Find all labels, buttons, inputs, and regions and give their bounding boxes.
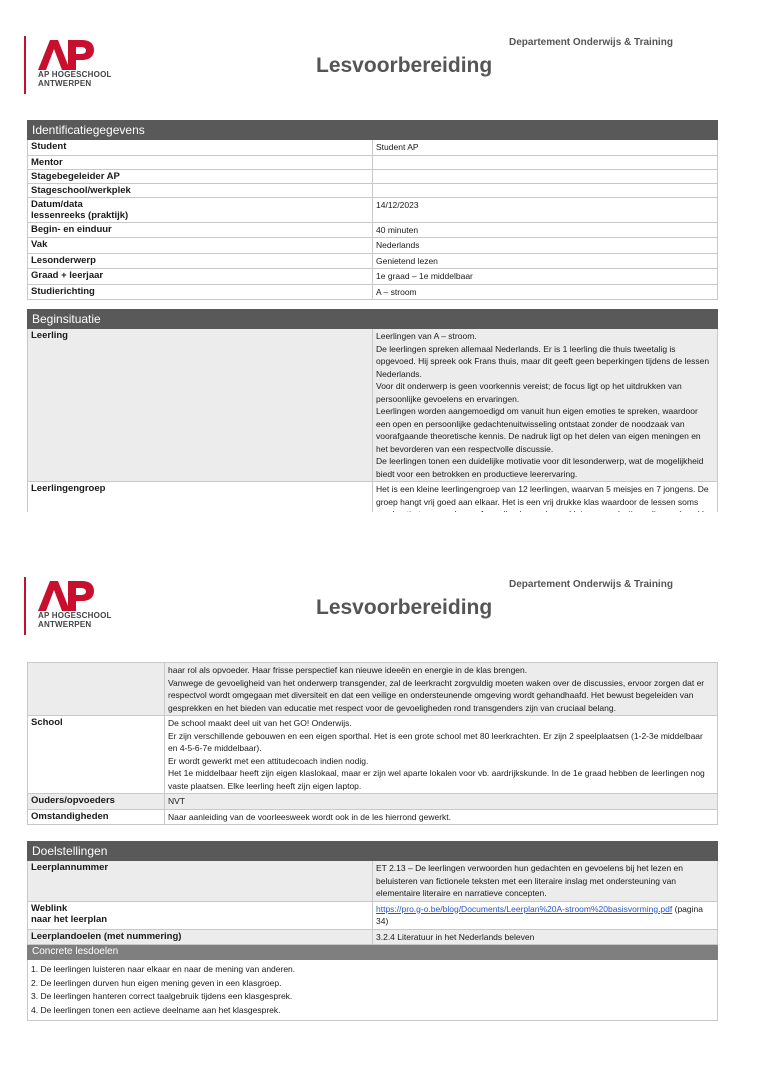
- row-value[interactable]: Nederlands: [373, 238, 718, 254]
- list-item: 3. De leerlingen hanteren correct taalgebruik tijdens een klasgesprek.: [31, 991, 293, 1001]
- leerplandoelen-value[interactable]: 3.2.4 Literatuur in het Nederlands beleven: [373, 929, 718, 945]
- row-value[interactable]: Student AP: [373, 140, 718, 156]
- logo-accent-bar: [24, 577, 26, 635]
- department-name: Departement Onderwijs & Training: [509, 37, 673, 48]
- logo-accent-bar: [24, 36, 26, 94]
- row-label-empty: [28, 663, 165, 716]
- subsection-heading-concrete-lesdoelen: Concrete lesdoelen: [28, 945, 718, 960]
- row-label: Datum/data lessenreeks (praktijk): [28, 197, 373, 222]
- row-label: Student: [28, 140, 373, 156]
- weblink-value: https://pro.g-o.be/blog/Documents/Leerplan%20A-stroom%20basisvorming.pdf (pagina 34): [373, 901, 718, 929]
- row-label: Leerplannummer: [28, 861, 373, 902]
- row-label: Leerplandoelen (met nummering): [28, 929, 373, 945]
- ap-logo-icon: [36, 579, 96, 611]
- row-label: Studierichting: [28, 284, 373, 300]
- section-heading-beginsituatie: Beginsituatie: [28, 310, 718, 329]
- page-title: Lesvoorbereiding: [316, 596, 493, 619]
- row-label: Weblink naar het leerplan: [28, 901, 373, 929]
- row-label: Leerling: [28, 329, 373, 482]
- page-2: [0, 560, 768, 1072]
- section-heading-doelstellingen: Doelstellingen: [28, 842, 718, 861]
- row-value[interactable]: [373, 169, 718, 183]
- row-label: Omstandigheden: [28, 809, 165, 825]
- leerling-text[interactable]: Leerlingen van A – stroom. De leerlingen spreken allemaal Nederlands. Er is 1 leerling die thuis tweetalig is opgevoed. Hij spreek ook Frans thuis, maar dit geeft geen beperkingen tijdens de lessen Nederlands. Voor dit onderwerp is geen voorkennis vereist; de focus ligt op het uitdrukken van persoonlijke gevoelens en ervaringen. Leerlingen worden aangemoedigd om vanuit hun eigen emoties te spreken, waardoor een open en persoonlijke gedachtenuitwisseling ontstaat zonder de noodzaak van voorafgaande theoretische kennis. De nadruk ligt op het delen van eigen meningen en het bevorderen van een respectvolle discussie. De leerlingen tonen een duidelijke motivatie voor dit lesonderwerp, wat de mogelijkheid biedt voor een betrokken en productieve leerervaring.: [373, 329, 718, 482]
- row-label: Begin- en einduur: [28, 222, 373, 238]
- row-label: Ouders/opvoeders: [28, 794, 165, 810]
- leerplannummer-value[interactable]: ET 2.13 – De leerlingen verwoorden hun gedachten en gevoelens bij het lezen en beluisteren van fictionele teksten met een literaire inslag met ondersteuning van elementaire literaire en narratieve concepten.: [373, 861, 718, 902]
- ap-logo: [24, 577, 124, 637]
- page-title: Lesvoorbereiding: [316, 54, 493, 77]
- row-label: School: [28, 716, 165, 794]
- leerlingengroep-text[interactable]: Het is een kleine leerlingengroep van 12 leerlingen, waarvan 5 meisjes en 7 jongens. De groep hangt vrij goed aan elkaar. Het is een vrij drukke klas waardoor de lessen soms: [373, 482, 718, 535]
- omstandigheden-value[interactable]: Naar aanleiding van de voorleesweek wordt ook in de les hierrond gewerkt.: [165, 809, 718, 825]
- identificatie-table: [27, 120, 718, 300]
- page-gap: [0, 512, 768, 560]
- row-value[interactable]: A – stroom: [373, 284, 718, 300]
- list-item: 1. De leerlingen luisteren naar elkaar en naar de mening van anderen.: [31, 964, 296, 974]
- logo-text: AP HOGESCHOOL ANTWERPEN: [38, 70, 112, 88]
- doelstellingen-table: [27, 841, 718, 1021]
- row-value[interactable]: 14/12/2023: [373, 197, 718, 222]
- department-name: Departement Onderwijs & Training: [509, 579, 673, 590]
- list-item: 4. De leerlingen tonen een actieve deelname aan het klasgesprek.: [31, 1004, 281, 1015]
- school-text[interactable]: De school maakt deel uit van het GO! Onderwijs. Er zijn verschillende gebouwen en een eigen sporthal. Het is een grote school met 80 leerkrachten. Er zijn 2 speelplaatsen (1-2-3e middelbaar en 4-5-6-7e middelbaar). Er wordt gewerkt met een attitudecoach indien nodig. Het 1e middelbaar heeft zijn eigen klaslokaal, maar er zijn wel aparte lokalen voor vb. aardrijkskunde. In de 1e graad hebben de leerlingen nog vaste plaatsen. Elke leerling heeft zijn eigen laptop.: [165, 716, 718, 794]
- row-value[interactable]: [373, 155, 718, 169]
- row-value[interactable]: Genietend lezen: [373, 253, 718, 269]
- logo-text: AP HOGESCHOOL ANTWERPEN: [38, 611, 112, 629]
- ouders-value[interactable]: NVT: [165, 794, 718, 810]
- row-value[interactable]: [373, 183, 718, 197]
- beginsituatie-continued-table: [27, 662, 718, 825]
- list-item: 2. De leerlingen durven hun eigen mening geven in een klasgroep.: [31, 977, 282, 988]
- leerplan-link[interactable]: https://pro.g-o.be/blog/Documents/Leerplan%20A-stroom%20basisvorming.pdf: [376, 903, 673, 914]
- concrete-lesdoelen-list[interactable]: [28, 960, 718, 1021]
- row-value[interactable]: 40 minuten: [373, 222, 718, 238]
- row-label: Stageschool/werkplek: [28, 183, 373, 197]
- row-value[interactable]: 1e graad – 1e middelbaar: [373, 269, 718, 285]
- row-label: Mentor: [28, 155, 373, 169]
- ap-logo: [24, 36, 124, 96]
- ap-logo-icon: [36, 38, 96, 70]
- row-label: Leerlingengroep: [28, 482, 373, 535]
- row-label: Vak: [28, 238, 373, 254]
- page-1: [0, 0, 768, 512]
- leraar-text-continued[interactable]: haar rol als opvoeder. Haar frisse perspectief kan nieuwe ideeën en energie in de klas brengen. Vanwege de gevoeligheid van het onderwerp transgender, zal de leerkracht zorgvuldig moeten waken over de discussies, ervoor zorgen dat er respectvol wordt omgegaan met diversiteit en dat een veilige en ondersteunende omgeving wordt gehandhaafd. Het bewust begeleiden van gesprekken en het bieden van educatie met respect voor de gevoeligheden rond transgenders zijn van cruciaal belang.: [165, 663, 718, 716]
- row-label: Lesonderwerp: [28, 253, 373, 269]
- row-label: Stagebegeleider AP: [28, 169, 373, 183]
- row-label: Graad + leerjaar: [28, 269, 373, 285]
- section-heading-identificatie: Identificatiegegevens: [28, 121, 718, 140]
